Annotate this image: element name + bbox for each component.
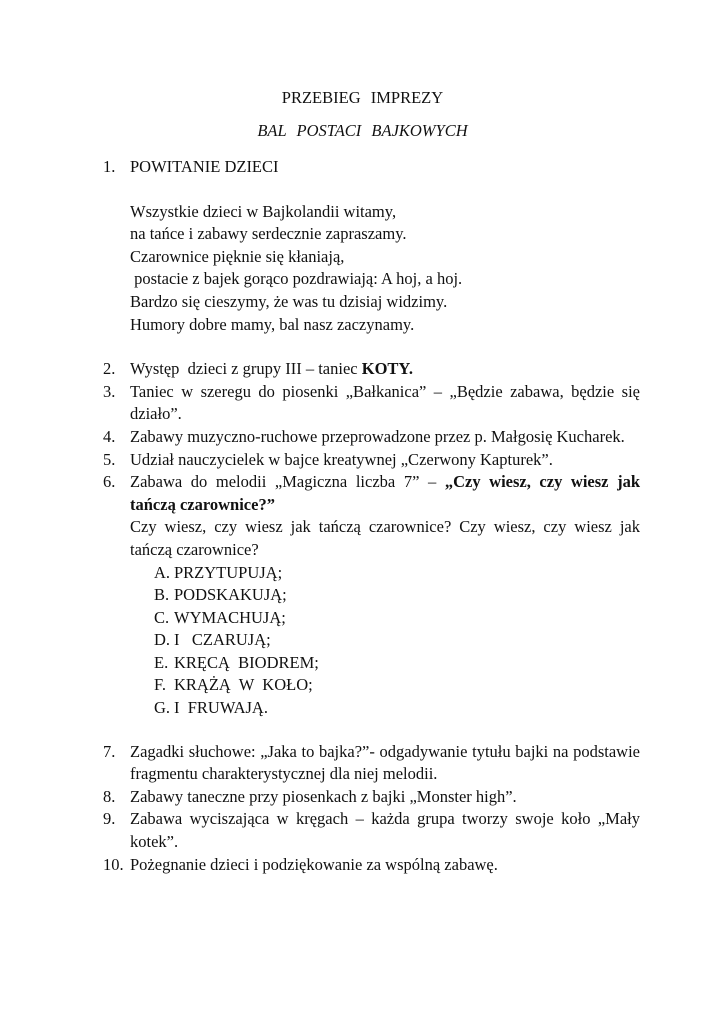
option-text: KRĄŻĄ W KOŁO; — [174, 675, 313, 695]
poem-line: Bardzo się cieszymy, że was tu dzisiaj widzimy. — [130, 291, 448, 311]
option-letter: B. — [154, 585, 170, 605]
page-subtitle: BAL POSTACI BAJKOWYCH — [257, 121, 468, 140]
item-text: Zabawa do melodii „Magiczna liczba 7” – — [130, 472, 445, 492]
list-item-8 — [103, 786, 640, 809]
list-item-6 — [103, 471, 640, 720]
list-item-3 — [103, 381, 640, 426]
item-text: Zabawa wyciszająca w kręgach – każda grupa tworzy swoje koło „Mały kotek”. — [130, 809, 640, 852]
option-text: KRĘCĄ BIODREM; — [174, 652, 319, 672]
item-text: Zagadki słuchowe: „Jaka to bajka?”- odgadywanie tytułu bajki na podstawie fragmentu charakterystycznej dla niej melodii. — [130, 741, 640, 784]
option-text: I FRUWAJĄ. — [174, 698, 268, 718]
program-list — [103, 156, 640, 876]
option-letter: E. — [154, 652, 169, 672]
item-text: Taniec w szeregu do piosenki „Bałkanica” – „Będzie zabawa, będzie się działo”. — [130, 381, 640, 424]
poem-line: Czarownice pięknie się kłaniają, — [130, 246, 345, 266]
dance-move-item — [154, 584, 640, 607]
option-text: PRZYTUPUJĄ; — [174, 562, 283, 582]
dance-moves-list — [130, 562, 640, 720]
option-letter: D. — [154, 630, 171, 650]
option-text: PODSKAKUJĄ; — [174, 585, 287, 605]
item-number: 9. — [103, 809, 116, 829]
poem-line: Wszystkie dzieci w Bajkolandii witamy, — [130, 201, 397, 221]
dance-move-item — [154, 674, 640, 697]
item-number: 8. — [103, 786, 116, 806]
section-heading: POWITANIE DZIECI — [130, 157, 279, 176]
list-item-9 — [103, 808, 640, 853]
dance-move-item — [154, 562, 640, 585]
item-number: 7. — [103, 741, 116, 761]
dance-move-item — [154, 607, 640, 630]
item-bold-text: „Czy wiesz, czy wiesz jak tańczą czarownice?” — [130, 472, 640, 514]
page-title: PRZEBIEG IMPREZY — [281, 88, 444, 107]
option-letter: G. — [154, 698, 171, 718]
welcome-poem — [103, 201, 640, 337]
item-text: Pożegnanie dzieci i podziękowanie za wspólną zabawę. — [130, 854, 498, 874]
item-text: Występ dzieci z grupy III – taniec — [130, 359, 362, 379]
item-number: 10. — [103, 854, 124, 874]
poem-line: postacie z bajek gorąco pozdrawiają: A hoj, a hoj. — [130, 269, 463, 289]
item-bold-text: KOTY. — [361, 359, 413, 379]
item-number: 1. — [103, 157, 116, 176]
dance-move-item — [154, 629, 640, 652]
item-number: 3. — [103, 381, 116, 401]
list-item-4 — [103, 426, 640, 449]
item-text: Zabawy taneczne przy piosenkach z bajki „Monster high”. — [130, 786, 517, 806]
option-letter: A. — [154, 562, 171, 582]
item-number: 4. — [103, 426, 116, 446]
item-number: 6. — [103, 472, 116, 492]
item-number: 5. — [103, 449, 116, 469]
list-item-5 — [103, 449, 640, 472]
item-number: 2. — [103, 359, 116, 379]
poem-line: Humory dobre mamy, bal nasz zaczynamy. — [130, 314, 415, 334]
dance-move-item — [154, 652, 640, 675]
list-item-10 — [103, 854, 640, 877]
song-lyrics: Czy wiesz, czy wiesz jak tańczą czarownice? Czy wiesz, czy wiesz jak tańczą czarownice? — [130, 517, 640, 559]
option-letter: C. — [154, 607, 170, 627]
option-text: WYMACHUJĄ; — [174, 607, 286, 627]
item-text: Udział nauczycielek w bajce kreatywnej „Czerwony Kapturek”. — [130, 449, 553, 469]
option-letter: F. — [154, 675, 166, 695]
dance-move-item — [154, 697, 640, 720]
list-item-1 — [103, 156, 640, 179]
option-text: I CZARUJĄ; — [174, 630, 271, 650]
list-item-7 — [103, 741, 640, 786]
item-text: Zabawy muzyczno-ruchowe przeprowadzone przez p. Małgosię Kucharek. — [130, 426, 625, 446]
list-item-2 — [103, 358, 640, 381]
poem-line: na tańce i zabawy serdecznie zapraszamy. — [130, 224, 407, 244]
